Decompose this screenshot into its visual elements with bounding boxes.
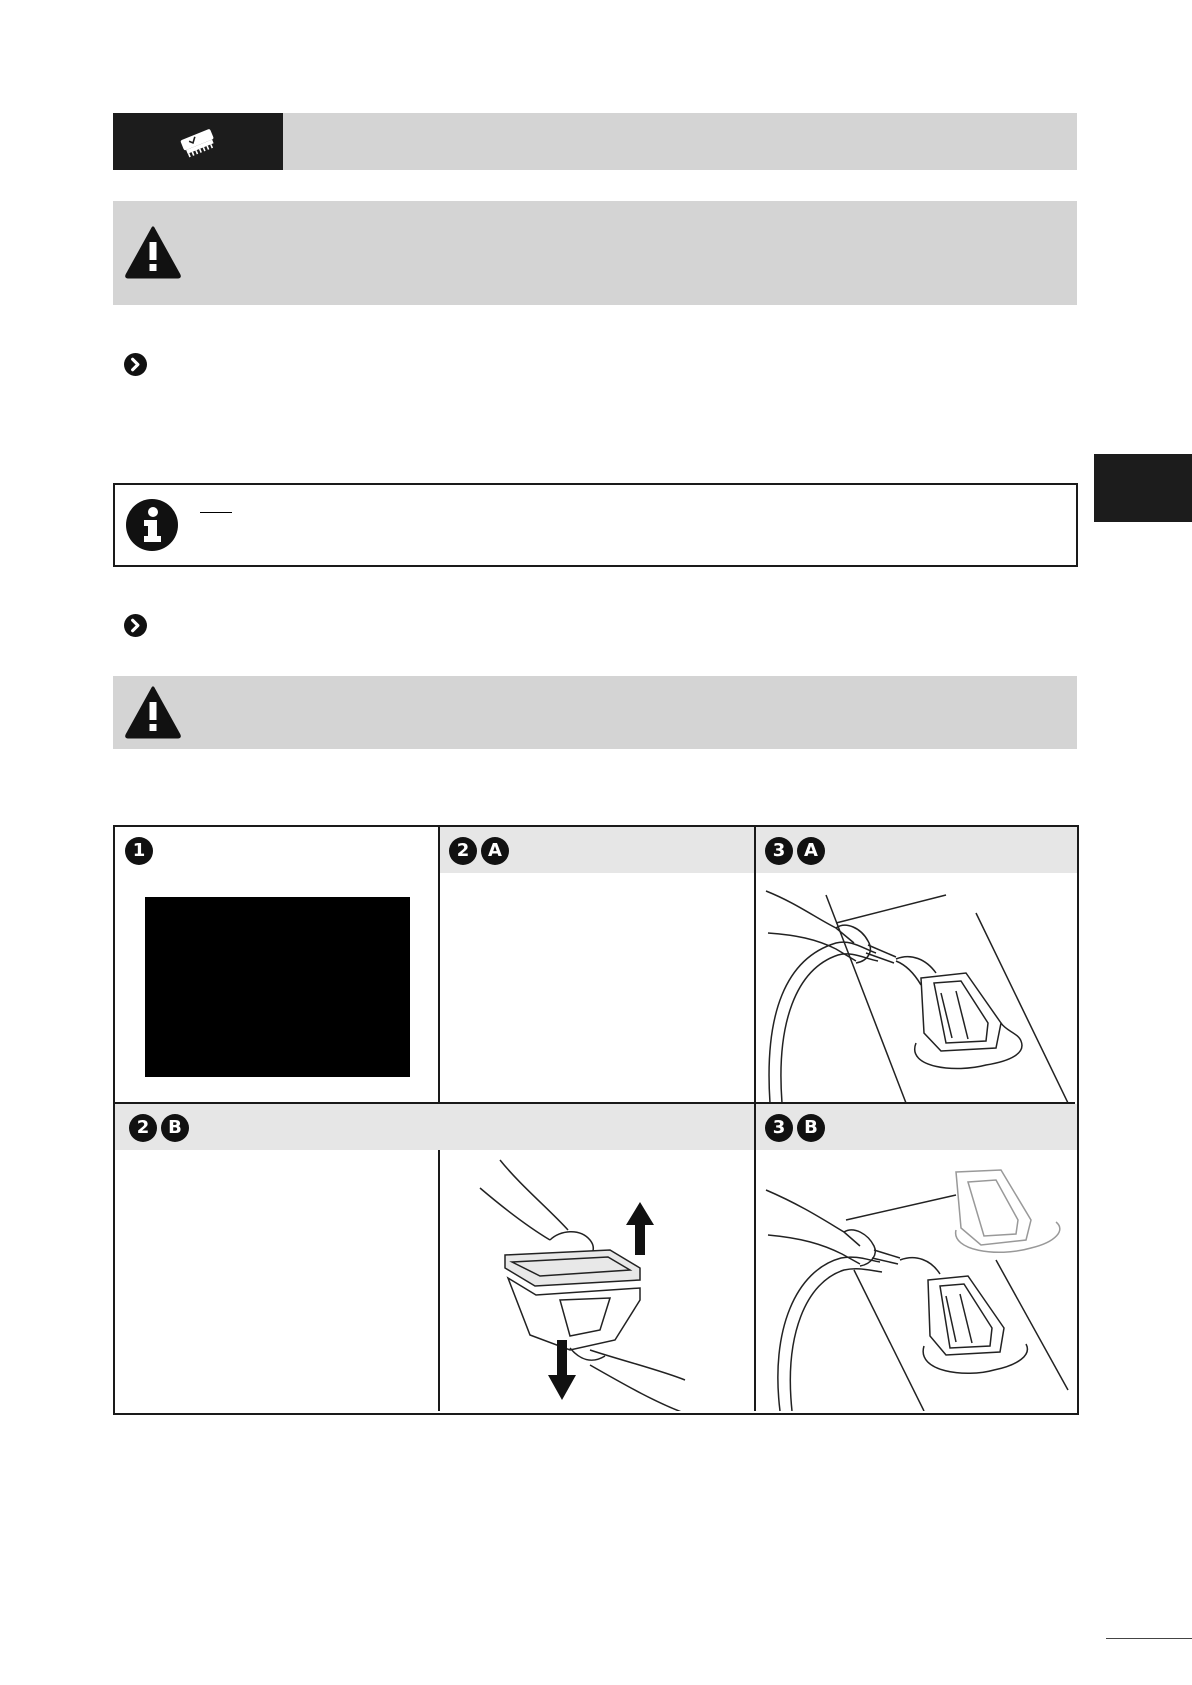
step-number-badge: 2 xyxy=(449,837,477,865)
separate-filter-illustration xyxy=(440,1150,754,1411)
page-number-rule xyxy=(1106,1638,1192,1639)
step-variant-badge: A xyxy=(797,837,825,865)
chevron-right-circle-icon xyxy=(124,353,147,376)
warning-triangle-icon xyxy=(124,685,182,739)
step-variant-badge: B xyxy=(161,1114,189,1142)
chapter-side-tab xyxy=(1094,454,1192,522)
step-1-image xyxy=(145,897,410,1077)
info-title-rule xyxy=(200,512,232,513)
chevron-right-circle-icon xyxy=(124,614,147,637)
figure-step-3b xyxy=(756,1104,1075,1411)
step-number-badge: 1 xyxy=(125,837,153,865)
figure-step-3a xyxy=(756,827,1075,1102)
info-circle-icon xyxy=(126,499,178,551)
step-variant-badge: A xyxy=(481,837,509,865)
step-number-badge: 2 xyxy=(129,1114,157,1142)
warning-triangle-icon xyxy=(124,225,182,279)
rinse-filter-illustration xyxy=(756,1150,1075,1411)
step-variant-badge: B xyxy=(797,1114,825,1142)
warning-box xyxy=(113,201,1077,305)
step-number-badge: 3 xyxy=(765,837,793,865)
step-number-badge: 3 xyxy=(765,1114,793,1142)
figure-step-2a xyxy=(440,827,754,1102)
rinse-filter-illustration xyxy=(756,873,1075,1102)
warning-box xyxy=(113,676,1077,749)
figure-grid xyxy=(113,825,1079,1415)
figure-step-2b xyxy=(115,1104,754,1411)
section-header-icon-box xyxy=(113,113,283,170)
brush-icon xyxy=(174,125,222,159)
info-box xyxy=(113,483,1078,567)
figure-step-1 xyxy=(115,827,438,1102)
